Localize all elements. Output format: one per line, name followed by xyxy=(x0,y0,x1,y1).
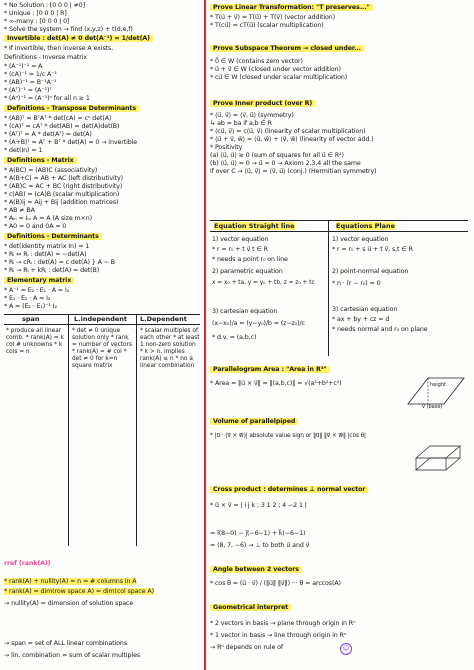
eq-cell: * d.v. = (a,b,c) xyxy=(212,334,257,341)
left-column xyxy=(2,0,202,670)
linear-transformation-heading: Prove Linear Transformation: "T preserves..." xyxy=(210,4,373,11)
note-line: * ⟨u⃗, v⃗⟩ = ⟨v⃗, u⃗⟩ (symmetry) xyxy=(210,112,294,119)
angle-heading: Angle between 2 vectors xyxy=(210,566,302,573)
cross-product-heading: Cross product : determines ⊥ normal vector xyxy=(210,486,368,493)
note-line: (b) ⟨u⃗, u⃗⟩ = 0 → u⃗ = 0 → Axiom 2,3,4 all the same xyxy=(210,160,361,167)
eq-cell: 1) vector equation xyxy=(212,236,269,243)
table-rule xyxy=(4,324,200,325)
volume-heading: Volume of parallelpiped xyxy=(210,418,298,425)
note-line: * 0⃗ ∈ W (contains zero vector) xyxy=(210,58,303,65)
note-line: = i⃗(8−0) − j⃗(−6−1) + k⃗(−6−1) xyxy=(210,530,306,537)
matrix-heading: Definitions - Matrix xyxy=(4,157,77,164)
table-cell: * scalar multiples of each other * at least 1 non-zero solution * k > n, implies rank(A) ≤ n * no a linear combination xyxy=(140,328,200,369)
table-header: Equations Plane xyxy=(336,222,396,230)
inner-product-heading: Prove Inner product (over R) xyxy=(210,100,315,107)
rank-line: * rank(A) = dim(row space A) = dim(col space A) xyxy=(4,588,154,595)
table-rule xyxy=(68,314,69,546)
note-line: * ∞-many : [0 0 0 | 0] xyxy=(4,18,70,25)
base-label: v⃗ (base) xyxy=(422,404,443,410)
smiley-icon: ☺ xyxy=(340,643,352,655)
note-line: * Solve the system → find (x,y,z) + t(d,e,f) xyxy=(4,26,133,33)
note-line: * det(identity matrix In) = 1 xyxy=(4,243,90,250)
eq-cell: 3) cartesian equation xyxy=(212,308,278,315)
note-line: * ⟨u⃗ + v⃗, w⃗⟩ = ⟨u⃗, w⃗⟩ + ⟨v⃗, w⃗⟩ (linearity of vector add.) xyxy=(210,136,374,143)
note-line: * u⃗ × v⃗ = | i j k ; 3 1 2 ; 4 −2 1 | xyxy=(210,502,307,509)
note-line: → Rⁿ depends on rule of xyxy=(210,644,283,651)
note-line: if over C → ⟨u⃗, v⃗⟩ = ⟨v⃗, u⃗⟩ (conj.) (Hermitian symmetry) xyxy=(210,168,377,175)
note-line: → nullity(A) = dimension of solution space xyxy=(4,600,134,607)
note-line: → span = set of ALL linear combinations xyxy=(4,640,128,647)
table-rule xyxy=(328,220,329,356)
note-line: * Rᵢ → cRᵢ : det(A) = c det(A) } A ~ B xyxy=(4,259,115,266)
note-line: * cu⃗ ∈ W (closed under scalar multiplication) xyxy=(210,74,348,81)
note-line: * Rᵢ → Rᵢ + kRⱼ : det(A) = det(B) xyxy=(4,267,100,274)
rank-nullity-line: * rank(A) + nullity(A) = n = # columns in A xyxy=(4,578,137,585)
table-cell: * det ≠ 0 unique solution only * rank = number of vectors * rank(A) = # col * det ≠ 0 for k=n square matrix xyxy=(72,328,133,369)
parallelogram-heading: Parallelogram Area : "Area in R³" xyxy=(210,366,330,373)
height-label: height xyxy=(430,382,446,388)
note-line: * (Aᵀ)⁻¹ = (A⁻¹)ᵀ xyxy=(4,87,52,94)
parallelepiped-figure xyxy=(412,444,466,474)
note-line: * Aᵢₙ = Iₘ A = A (A size m×n) xyxy=(4,215,92,222)
note-line: * A0 = 0 and 0A = 0 xyxy=(4,223,67,230)
right-column xyxy=(208,0,472,670)
note-line: * (AB)ᵀ = BᵀAᵀ * det(cA) = cⁿ det(A) xyxy=(4,115,112,122)
eq-cell: * needs normal and r₀ on plane xyxy=(332,326,428,333)
note-line: * (Aᵀ)ᵀ = A * det(Aᵀ) = det(A) xyxy=(4,131,92,138)
note-line: * Unique : [0 0 0 | R] xyxy=(4,10,67,17)
eq-cell: 3) cartesian equation xyxy=(332,306,398,313)
note-line: * cos θ = (u⃗ · v⃗) / (‖u⃗‖ ‖v⃗‖) ··· θ = arccos(A) xyxy=(210,580,341,587)
note-line: * A = (E₂ · E₁)⁻¹ I₂ xyxy=(4,303,57,310)
note-line: * 1 vector in basis → line through origin in Rⁿ xyxy=(210,632,347,639)
note-line: * |u⃗ · (v⃗ × w⃗)| absolute value sign or ‖u⃗‖ ‖v⃗ × w⃗‖ |cos θ| xyxy=(210,433,366,439)
eq-cell: 2) parametric equation xyxy=(212,268,283,275)
eq-cell: 2) point-normal equation xyxy=(332,268,409,275)
note-line: * (AB)C = AC + BC (right distributivity) xyxy=(4,183,123,190)
note-line: * T(cu⃗) = cT(u⃗) (scalar multiplication) xyxy=(210,22,324,29)
note-line: * Area = ‖u⃗ × v⃗‖ = ‖(a,b,c)‖ = √(a²+b²+c²) xyxy=(210,380,342,387)
note-line: * det(In) = 1 xyxy=(4,147,43,154)
note-line: * (A⁻¹)⁻¹ = A xyxy=(4,63,43,70)
determinants-heading: Definitions - Determinants xyxy=(4,233,102,240)
table-rule xyxy=(210,231,468,232)
transpose-heading: Definitions - Transpose Determinants xyxy=(4,105,139,112)
table-header: Equation Straight line xyxy=(214,222,295,230)
subspace-heading: Prove Subspace Theorem → closed under... xyxy=(210,45,364,52)
note-line: * A(B)ij = Aij + Bij (addition matrices) xyxy=(4,199,119,206)
eq-cell: * ax + by + cz = d xyxy=(332,316,390,323)
note-line: = (8, 7, −6) → ⊥ to both u⃗ and v⃗ xyxy=(210,542,310,549)
rref-label: rref (rank(A)) xyxy=(4,560,51,567)
note-line: * (A+B)ᵀ = Aᵀ + Bᵀ * det(A) = 0 → invertible xyxy=(4,139,138,146)
note-line: * (cA)⁻¹ = 1/c A⁻¹ xyxy=(4,71,57,78)
table-rule xyxy=(136,314,137,546)
eq-cell: 1) vector equation xyxy=(332,236,389,243)
eq-cell: * n · (r − r₀) = 0 xyxy=(332,280,381,287)
eq-cell: * needs a point r₀ on line xyxy=(212,256,288,263)
note-line: * No Solution : [0 0 0 | ≠0] xyxy=(4,2,86,9)
note-line: * A⁻¹ = E₂ · E₁ · A = I₂ xyxy=(4,287,70,294)
note-line: * T(u⃗ + v⃗) = T(u⃗) + T(v⃗) (vector addition) xyxy=(210,14,336,21)
column-divider xyxy=(204,0,206,670)
eq-cell: x = x₀ + ta, y = y₀ + tb, z = z₀ + tc xyxy=(212,280,315,286)
eq-cell: * r = r₀ + s u⃗ + t v⃗, s,t ∈ R xyxy=(332,246,413,253)
eq-cell: * r = r₀ + t v⃗ t ∈ R xyxy=(212,246,268,253)
note-line: * Rᵢ ↔ Rⱼ : det(A) = −det(A) xyxy=(4,251,87,258)
note-line: * If invertible, then inverse A exists. xyxy=(4,45,114,52)
note-line: * (cA)ᵀ = cAᵀ * det(AB) = det(A)det(B) xyxy=(4,123,120,130)
table-header: L.Dependent xyxy=(140,315,187,323)
note-line: * 2 vectors in basis → plane through origin in Rⁿ xyxy=(210,620,356,627)
note-line: * u⃗ + v⃗ ∈ W (closed under vector addition) xyxy=(210,66,341,73)
note-line: * E₁ · E₂ · A = I₂ xyxy=(4,295,51,302)
invertible-heading: Invertible : det(A) ≠ 0 det(A⁻¹) = 1/det(A) xyxy=(4,35,153,42)
note-line: ↳ ab = ba if a,b ∈ R xyxy=(210,120,272,127)
note-line: * (AB)⁻¹ = B⁻¹A⁻¹ xyxy=(4,79,57,86)
table-header: span xyxy=(22,315,40,323)
note-line: * A(B+C) = AB + AC (left distributivity) xyxy=(4,175,123,182)
table-header: L.independent xyxy=(74,315,128,323)
geometrical-heading: Geometrical interpret xyxy=(210,604,291,611)
section-heading: Definitions - Inverse matrix xyxy=(4,54,87,61)
note-line: * c(AB) = (cA)B (scalar multiplication) xyxy=(4,191,120,198)
note-line: * A(BC) = (AB)C (associativity) xyxy=(4,167,98,174)
note-line: * Positivity xyxy=(210,144,243,151)
note-line: * ⟨cu⃗, v⃗⟩ = c⟨u⃗, v⃗⟩ (linearity of scalar multiplication) xyxy=(210,128,366,135)
note-line: * AB ≠ BA xyxy=(4,207,35,214)
elementary-heading: Elementary matrix xyxy=(4,277,74,284)
note-line: (a) ⟨u⃗, u⃗⟩ ≥ 0 (sum of squares for all u⃗ ∈ R²) xyxy=(210,152,344,159)
note-line: * (Aⁿ)⁻¹ = (A⁻¹)ⁿ for all n ≥ 1 xyxy=(4,95,90,102)
table-cell: * produce all linear comb. * rank(A) = k col # unknowns * k cols = n xyxy=(6,328,64,355)
note-line: → lin. combination = sum of scalar multiples xyxy=(4,652,141,659)
eq-cell: (x−x₀)/a = (y−y₀)/b = (z−z₀)/c xyxy=(212,320,305,327)
table-rule xyxy=(210,220,468,221)
